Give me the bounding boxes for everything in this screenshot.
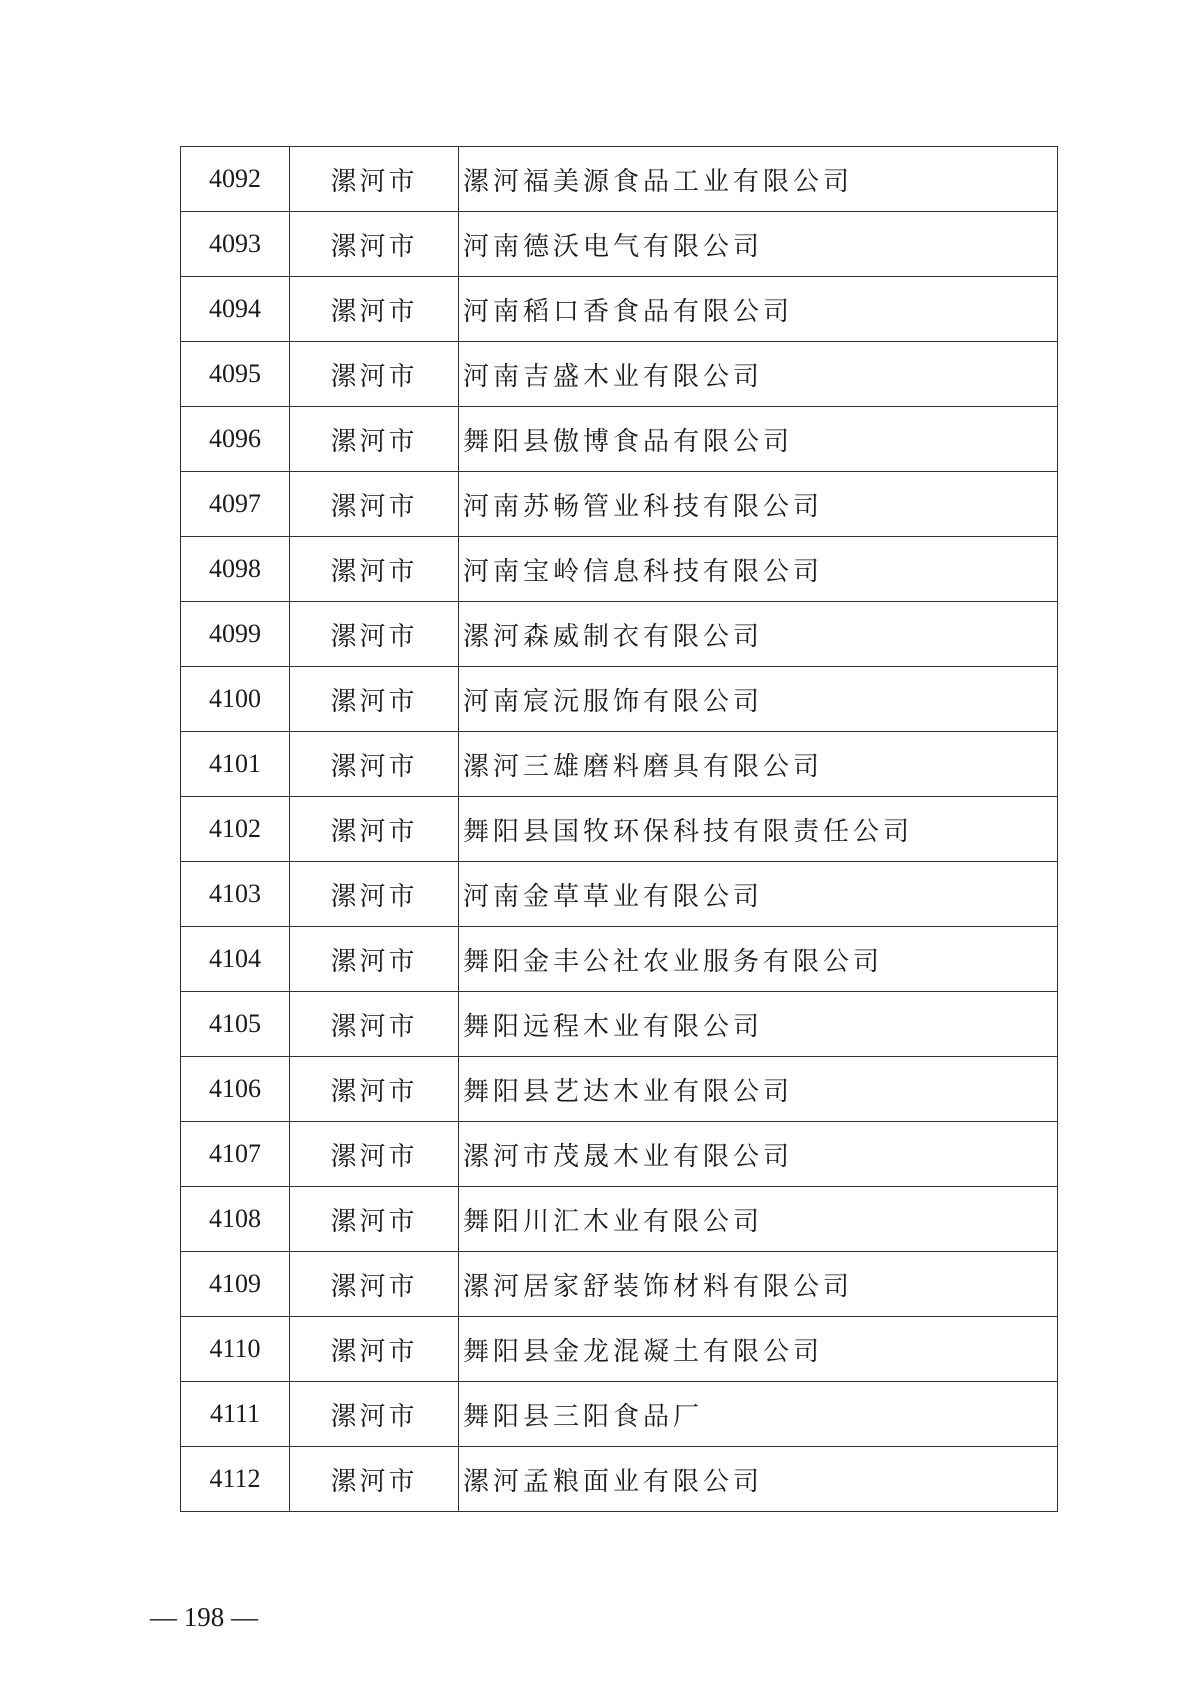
- row-number-cell: 4102: [181, 797, 290, 862]
- company-name-cell: 舞阳县傲博食品有限公司: [459, 407, 1058, 472]
- company-name-cell: 漯河市茂晟木业有限公司: [459, 1122, 1058, 1187]
- table-row: [181, 992, 1058, 1057]
- row-number-cell: 4096: [181, 407, 290, 472]
- city-cell: 漯河市: [290, 1187, 459, 1252]
- company-name-cell: 漯河居家舒装饰材料有限公司: [459, 1252, 1058, 1317]
- company-name-cell: 舞阳县金龙混凝土有限公司: [459, 1317, 1058, 1382]
- page-number: — 198 —: [150, 1602, 258, 1632]
- company-name-cell: 河南稻口香食品有限公司: [459, 277, 1058, 342]
- company-name-cell: 漯河森威制衣有限公司: [459, 602, 1058, 667]
- company-name-cell: 河南宝岭信息科技有限公司: [459, 537, 1058, 602]
- city-cell: 漯河市: [290, 407, 459, 472]
- company-name-cell: 舞阳县艺达木业有限公司: [459, 1057, 1058, 1122]
- table-body: [181, 147, 1058, 1512]
- city-cell: 漯河市: [290, 732, 459, 797]
- company-name-cell: 河南苏畅管业科技有限公司: [459, 472, 1058, 537]
- row-number-cell: 4103: [181, 862, 290, 927]
- row-number-cell: 4093: [181, 212, 290, 277]
- city-cell: 漯河市: [290, 992, 459, 1057]
- company-name-cell: 漯河孟粮面业有限公司: [459, 1447, 1058, 1512]
- row-number-cell: 4099: [181, 602, 290, 667]
- table-row: [181, 472, 1058, 537]
- table-row: [181, 862, 1058, 927]
- table-row: [181, 1252, 1058, 1317]
- company-name-cell: 舞阳远程木业有限公司: [459, 992, 1058, 1057]
- table-row: [181, 342, 1058, 407]
- company-name-cell: 舞阳县国牧环保科技有限责任公司: [459, 797, 1058, 862]
- company-name-cell: 舞阳县三阳食品厂: [459, 1382, 1058, 1447]
- row-number-cell: 4105: [181, 992, 290, 1057]
- row-number-cell: 4092: [181, 147, 290, 212]
- table-row: [181, 147, 1058, 212]
- city-cell: 漯河市: [290, 342, 459, 407]
- table-row: [181, 667, 1058, 732]
- company-name-cell: 漯河三雄磨料磨具有限公司: [459, 732, 1058, 797]
- table-row: [181, 927, 1058, 992]
- company-name-cell: 河南德沃电气有限公司: [459, 212, 1058, 277]
- city-cell: 漯河市: [290, 212, 459, 277]
- row-number-cell: 4094: [181, 277, 290, 342]
- city-cell: 漯河市: [290, 602, 459, 667]
- table-row: [181, 1187, 1058, 1252]
- row-number-cell: 4098: [181, 537, 290, 602]
- table-row: [181, 1317, 1058, 1382]
- row-number-cell: 4104: [181, 927, 290, 992]
- city-cell: 漯河市: [290, 147, 459, 212]
- row-number-cell: 4106: [181, 1057, 290, 1122]
- row-number-cell: 4095: [181, 342, 290, 407]
- company-name-cell: 舞阳金丰公社农业服务有限公司: [459, 927, 1058, 992]
- city-cell: 漯河市: [290, 537, 459, 602]
- table-row: [181, 732, 1058, 797]
- company-name-cell: 河南宸沅服饰有限公司: [459, 667, 1058, 732]
- city-cell: 漯河市: [290, 862, 459, 927]
- city-cell: 漯河市: [290, 1122, 459, 1187]
- table-row: [181, 1057, 1058, 1122]
- table-row: [181, 797, 1058, 862]
- row-number-cell: 4111: [181, 1382, 290, 1447]
- company-name-cell: 舞阳川汇木业有限公司: [459, 1187, 1058, 1252]
- company-name-cell: 河南吉盛木业有限公司: [459, 342, 1058, 407]
- table-row: [181, 537, 1058, 602]
- company-list-table: [180, 146, 1058, 1512]
- table-row: [181, 1447, 1058, 1512]
- city-cell: 漯河市: [290, 1057, 459, 1122]
- row-number-cell: 4110: [181, 1317, 290, 1382]
- table-row: [181, 407, 1058, 472]
- row-number-cell: 4112: [181, 1447, 290, 1512]
- row-number-cell: 4100: [181, 667, 290, 732]
- company-name-cell: 河南金草草业有限公司: [459, 862, 1058, 927]
- row-number-cell: 4109: [181, 1252, 290, 1317]
- table-row: [181, 1122, 1058, 1187]
- city-cell: 漯河市: [290, 472, 459, 537]
- city-cell: 漯河市: [290, 1317, 459, 1382]
- city-cell: 漯河市: [290, 1252, 459, 1317]
- row-number-cell: 4097: [181, 472, 290, 537]
- table-row: [181, 212, 1058, 277]
- company-name-cell: 漯河福美源食品工业有限公司: [459, 147, 1058, 212]
- row-number-cell: 4107: [181, 1122, 290, 1187]
- row-number-cell: 4108: [181, 1187, 290, 1252]
- table-row: [181, 277, 1058, 342]
- table-row: [181, 1382, 1058, 1447]
- city-cell: 漯河市: [290, 1382, 459, 1447]
- table-row: [181, 602, 1058, 667]
- city-cell: 漯河市: [290, 667, 459, 732]
- city-cell: 漯河市: [290, 277, 459, 342]
- city-cell: 漯河市: [290, 1447, 459, 1512]
- city-cell: 漯河市: [290, 797, 459, 862]
- city-cell: 漯河市: [290, 927, 459, 992]
- row-number-cell: 4101: [181, 732, 290, 797]
